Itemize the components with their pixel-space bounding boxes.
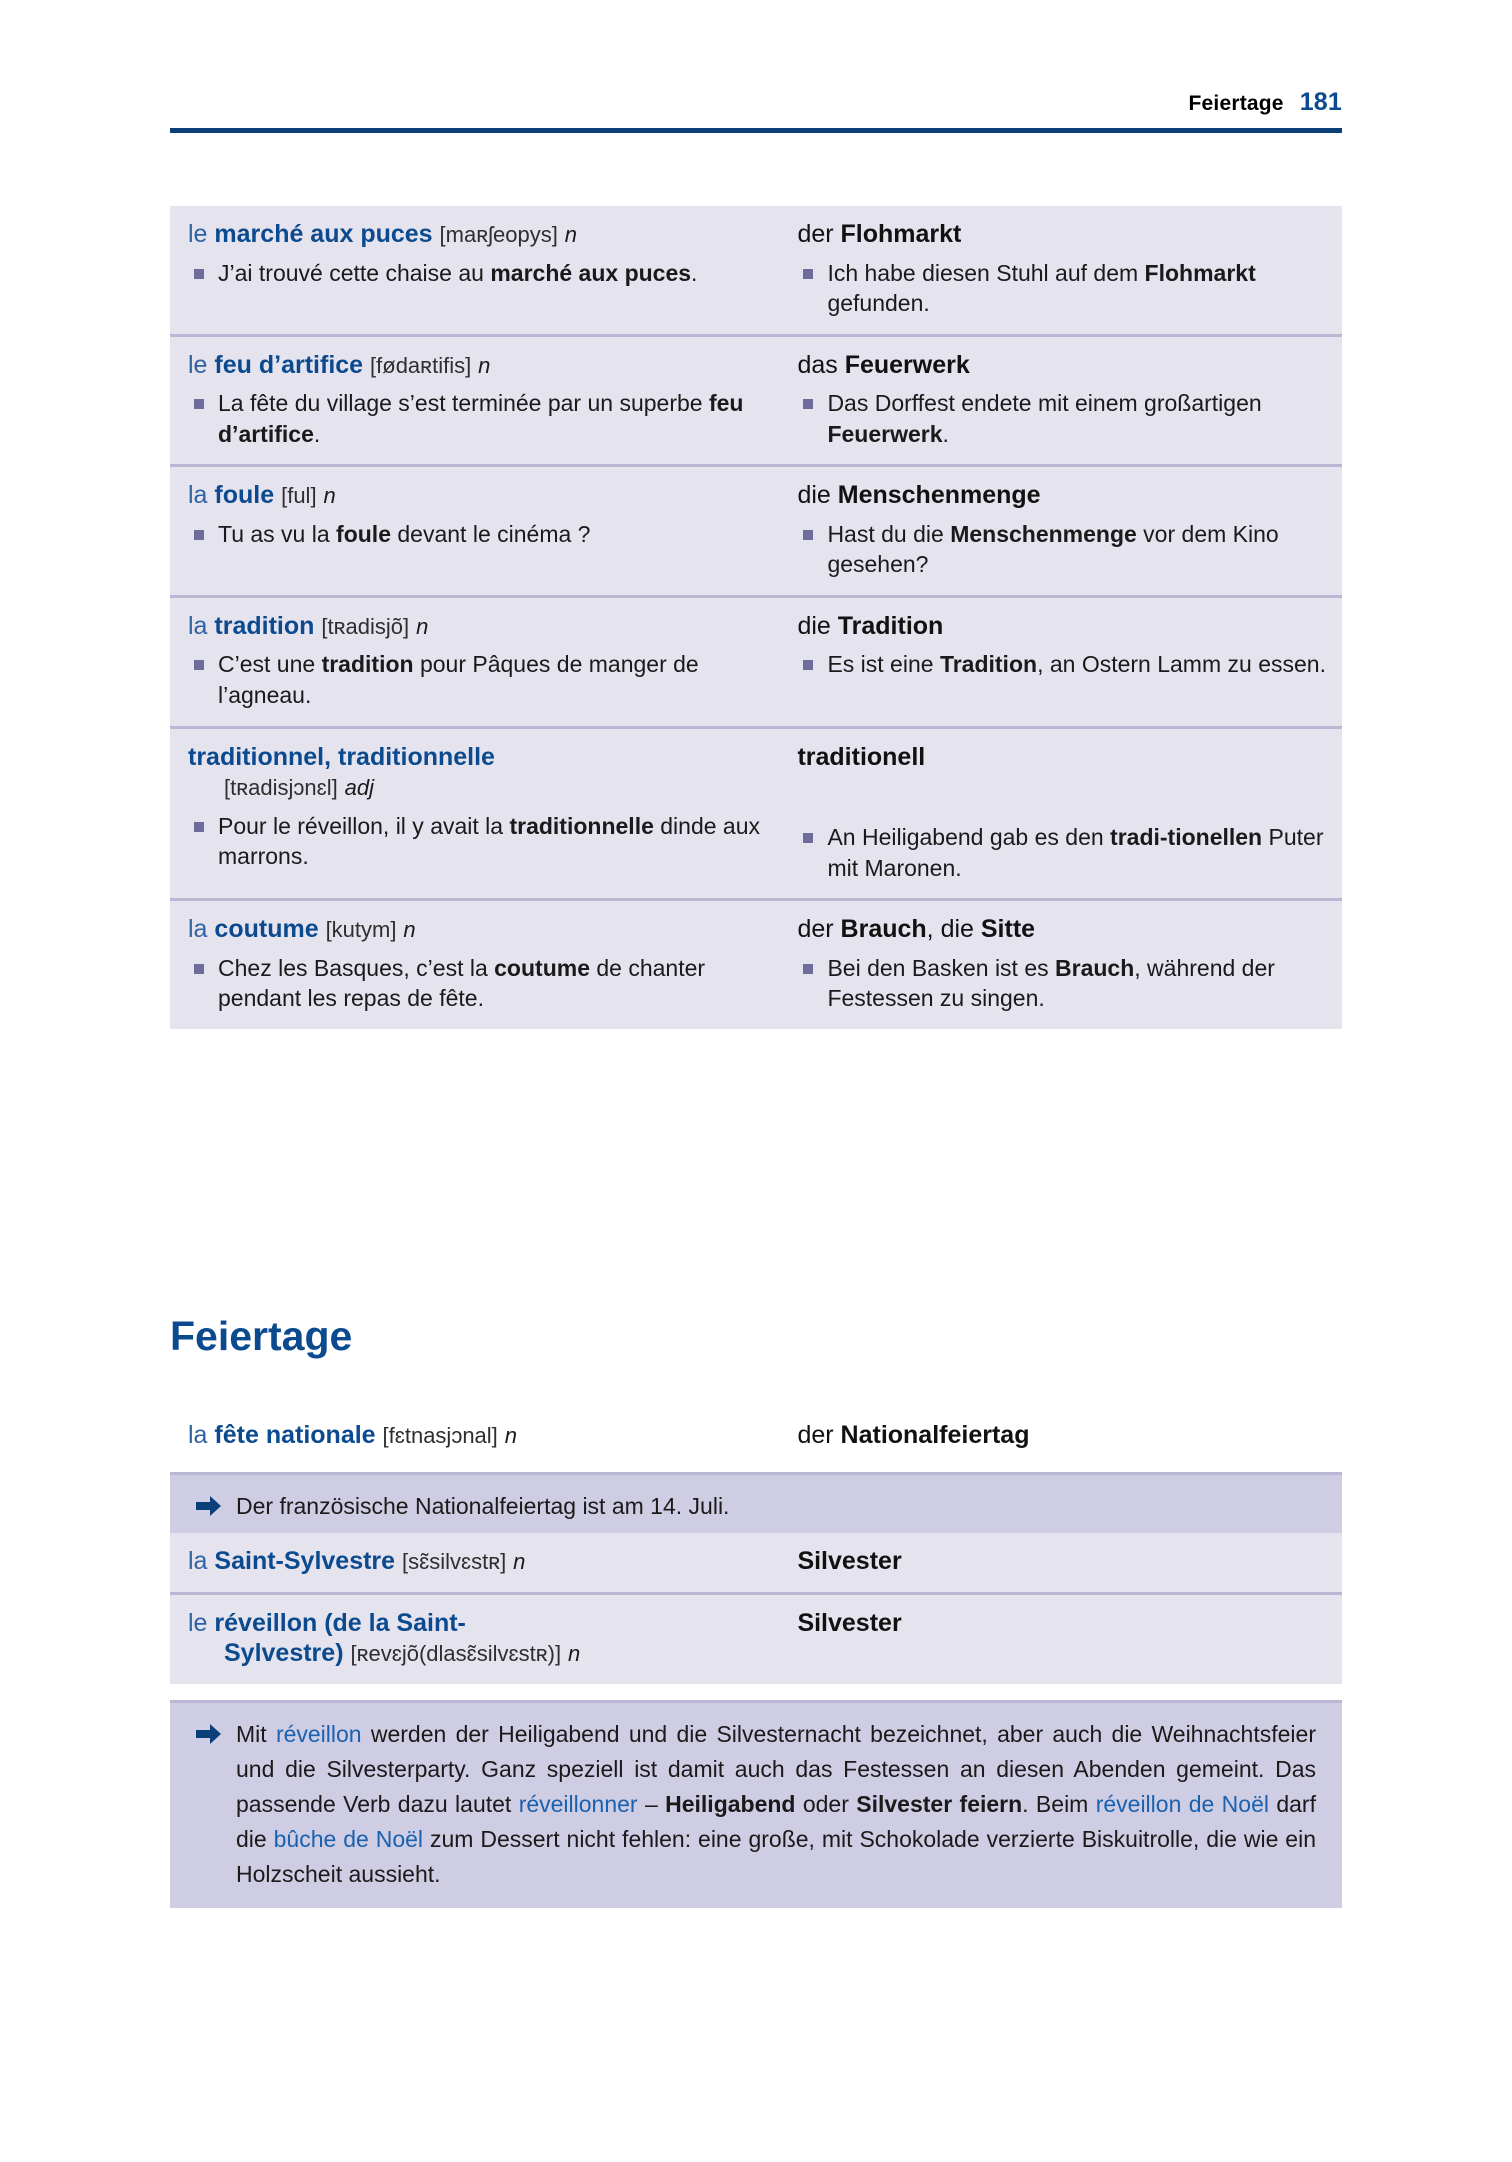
example-text: Pour le réveillon, il y avait la traditionnelle dinde aux marrons.	[218, 812, 761, 870]
right-arrow-icon	[196, 1723, 222, 1745]
bullet-square-icon	[194, 822, 204, 832]
french-term: tradition	[214, 611, 315, 640]
bullet-square-icon	[803, 530, 813, 540]
example-sentence	[188, 811, 765, 872]
part-of-speech: n	[416, 613, 429, 639]
section-heading: Feiertage	[170, 1313, 353, 1359]
example-text: An Heiligabend gab es den tradi-tionellen Puter mit Maronen.	[827, 824, 1324, 881]
phonetic-transcription: [tʀadisjõ]	[321, 613, 410, 639]
french-column	[170, 914, 779, 1014]
german-term-2: Sitte	[980, 915, 1036, 944]
french-term: feu d’artifice	[214, 350, 364, 379]
right-arrow-icon	[196, 1495, 222, 1517]
german-column	[779, 742, 1342, 884]
bullet-square-icon	[803, 660, 813, 670]
phonetic-transcription: [fɛtnasjɔnal]	[382, 1423, 498, 1448]
german-headword	[797, 611, 1328, 642]
french-headword	[188, 1546, 765, 1577]
german-term: Brauch	[840, 915, 927, 944]
table-row	[170, 595, 1342, 726]
german-term: Silvester	[797, 1547, 902, 1575]
french-inline-term: bûche de Noël	[273, 1825, 424, 1852]
example-sentence	[797, 519, 1328, 580]
example-keyword: Feuerwerk	[827, 420, 943, 447]
french-term: coutume	[214, 915, 319, 944]
phonetic-transcription: [sɛ̃silvɛstʀ]	[402, 1549, 507, 1574]
german-term: Tradition	[837, 611, 944, 640]
bullet-square-icon	[803, 269, 813, 279]
german-article: das	[797, 350, 845, 379]
french-article: la	[188, 611, 208, 640]
french-article: la	[188, 915, 208, 944]
bullet-square-icon	[194, 269, 204, 279]
example-text: C’est une tradition pour Pâques de manger de l’agneau.	[218, 651, 699, 709]
french-column	[170, 219, 779, 319]
phonetic-transcription: [maʀʃeopys]	[439, 222, 558, 247]
note-text: Der französische Nationalfeiertag ist am 14. Juli.	[236, 1493, 730, 1519]
german-article: der	[797, 220, 841, 248]
german-headword	[797, 1546, 1328, 1577]
french-article: le	[188, 1608, 208, 1637]
example-keyword: tradition	[321, 651, 414, 678]
bullet-square-icon	[194, 399, 204, 409]
german-headword	[797, 219, 1328, 250]
german-column	[779, 1546, 1342, 1577]
header-rule	[170, 128, 1342, 133]
french-headword	[188, 914, 765, 945]
phonetic-transcription: [fødaʀtifis]	[370, 352, 472, 378]
french-headword	[188, 742, 765, 773]
german-column	[779, 480, 1342, 580]
note-bold-term: Heiligabend	[665, 1790, 796, 1817]
german-headword	[797, 480, 1328, 511]
part-of-speech: adj	[344, 775, 375, 801]
french-headword	[188, 219, 765, 250]
phonetic-transcription: [tʀadisjɔnɛl]	[224, 775, 338, 801]
example-keyword: coutume	[494, 954, 590, 981]
note-text: Mit réveillon werden der Heiligabend und die Silvesternacht bezeichnet, aber auch die Weihnachtsfeier und die Silvesterparty. Ganz speziell ist damit auch das Festessen an diesen Abenden gemeint. Das passende Verb dazu lautet réveillonner – Heiligabend oder Silvester feiern. Beim réveillon de Noël darf die bûche de Noël zum Dessert nicht fehlen: eine große, mit Schokolade verzierte Biskuitrolle, die wie ein Holzscheit aussieht.	[236, 1721, 1316, 1887]
french-term-cont: Sylvestre)	[224, 1639, 344, 1667]
french-headword	[188, 611, 765, 642]
phonetic-transcription: [ful]	[281, 483, 317, 509]
french-headword	[188, 480, 765, 511]
french-inline-term: réveillon	[275, 1721, 362, 1747]
running-head	[170, 88, 1342, 117]
french-term: marché aux puces	[214, 220, 433, 248]
vocabulary-table-3	[170, 1533, 1342, 1684]
table-row	[170, 334, 1342, 465]
example-keyword: Brauch	[1055, 954, 1135, 981]
example-sentence	[797, 953, 1328, 1014]
german-column	[779, 611, 1342, 711]
example-keyword: tradi-tionellen	[1110, 824, 1263, 851]
french-column	[170, 611, 779, 711]
german-article: der	[797, 915, 841, 944]
french-term: Saint-Sylvestre	[214, 1547, 396, 1575]
example-text: Ich habe diesen Stuhl auf dem Flohmarkt gefunden.	[827, 259, 1256, 317]
phonetic-transcription: [kutym]	[325, 917, 397, 943]
german-term: Menschenmenge	[837, 481, 1041, 510]
table-row	[170, 726, 1342, 899]
note-bold-term: Silvester feiern	[856, 1790, 1023, 1817]
french-column	[170, 480, 779, 580]
example-text: Chez les Basques, c’est la coutume de chanter pendant les repas de fête.	[218, 954, 706, 1012]
part-of-speech: n	[564, 222, 578, 247]
bullet-square-icon	[803, 833, 813, 843]
example-keyword: Menschenmenge	[950, 520, 1137, 547]
example-keyword: traditionnelle	[509, 812, 654, 839]
german-headword	[797, 1608, 1328, 1639]
example-keyword: Tradition	[939, 651, 1038, 678]
german-headword	[797, 742, 1328, 773]
french-column	[170, 1608, 779, 1669]
example-text: J’ai trouvé cette chaise au marché aux puces.	[218, 259, 698, 286]
part-of-speech: n	[323, 483, 336, 509]
bullet-square-icon	[803, 964, 813, 974]
french-column	[170, 1420, 779, 1451]
german-column	[779, 1420, 1342, 1451]
french-headword	[188, 350, 765, 381]
table-row	[170, 206, 1342, 334]
example-text: Das Dorffest endete mit einem großartigen Feuerwerk.	[827, 390, 1262, 447]
french-headword-line2	[188, 772, 765, 803]
french-article: la	[188, 1547, 208, 1575]
french-article: la	[188, 1421, 208, 1449]
part-of-speech: n	[478, 352, 491, 378]
french-term: fête nationale	[214, 1421, 376, 1449]
table-row	[170, 1407, 1342, 1466]
example-sentence	[797, 258, 1328, 319]
example-sentence	[797, 388, 1328, 449]
french-inline-term: réveillon de Noël	[1095, 1790, 1269, 1817]
part-of-speech: n	[568, 1641, 581, 1666]
german-term: Flohmarkt	[840, 220, 962, 248]
example-sentence	[188, 953, 765, 1014]
french-column	[170, 1546, 779, 1577]
bullet-square-icon	[194, 660, 204, 670]
french-headword-line2	[188, 1638, 765, 1669]
german-headword	[797, 1420, 1328, 1451]
german-term: Silvester	[797, 1608, 902, 1637]
german-column	[779, 914, 1342, 1014]
bullet-square-icon	[194, 530, 204, 540]
example-sentence	[188, 388, 765, 449]
table-row	[170, 1533, 1342, 1592]
french-headword	[188, 1608, 765, 1639]
table-row	[170, 464, 1342, 595]
french-article: le	[188, 220, 208, 248]
table-row	[170, 1592, 1342, 1684]
part-of-speech: n	[504, 1423, 517, 1448]
example-text: Tu as vu la foule devant le cinéma ?	[218, 520, 591, 547]
example-text: Hast du die Menschenmenge vor dem Kino gesehen?	[827, 520, 1279, 578]
french-article: le	[188, 350, 208, 379]
vocabulary-table-2	[170, 1407, 1342, 1466]
page-number: 181	[1299, 88, 1342, 116]
french-term: foule	[214, 481, 275, 510]
example-text: La fête du village s’est terminée par un superbe feu d’artifice.	[218, 390, 744, 447]
german-term: Feuerwerk	[844, 350, 970, 379]
example-keyword: feu d’artifice	[218, 390, 744, 447]
example-text: Bei den Basken ist es Brauch, während der Festessen zu singen.	[827, 954, 1275, 1012]
part-of-speech: n	[513, 1549, 526, 1574]
french-column	[170, 350, 779, 450]
part-of-speech: n	[403, 917, 416, 943]
example-keyword: Flohmarkt	[1144, 259, 1256, 286]
german-headword	[797, 350, 1328, 381]
example-sentence	[797, 649, 1328, 680]
german-column	[779, 1608, 1342, 1669]
french-headword	[188, 1420, 765, 1451]
example-sentence	[797, 822, 1328, 883]
example-sentence	[188, 258, 765, 289]
info-note-2	[170, 1700, 1342, 1908]
example-text: Es ist eine Tradition, an Ostern Lamm zu essen.	[827, 651, 1326, 678]
german-column	[779, 219, 1342, 319]
example-sentence	[188, 649, 765, 710]
example-sentence	[188, 519, 765, 550]
example-keyword: foule	[336, 520, 391, 547]
info-note-1	[170, 1472, 1342, 1540]
german-article: der	[797, 1421, 841, 1449]
french-term: traditionnel, traditionnelle	[188, 742, 495, 771]
german-column	[779, 350, 1342, 450]
german-term: traditionell	[797, 742, 926, 771]
running-head-section: Feiertage	[1188, 92, 1284, 115]
french-inline-term: réveillonner	[518, 1790, 638, 1817]
german-article: die	[797, 481, 838, 510]
french-term: réveillon (de la Saint-	[214, 1608, 466, 1637]
french-column	[170, 742, 779, 884]
phonetic-transcription: [ʀevɛjõ(dlasɛ̃silvɛstʀ)]	[350, 1641, 562, 1666]
german-article: die	[797, 611, 838, 640]
german-headword	[797, 914, 1328, 945]
french-article: la	[188, 481, 208, 510]
vocabulary-table-1	[170, 206, 1342, 1029]
german-term-separator: , die	[926, 915, 981, 944]
table-row	[170, 898, 1342, 1029]
german-term: Nationalfeiertag	[840, 1421, 1030, 1449]
example-keyword: marché aux puces	[490, 259, 692, 286]
bullet-square-icon	[194, 964, 204, 974]
bullet-square-icon	[803, 399, 813, 409]
